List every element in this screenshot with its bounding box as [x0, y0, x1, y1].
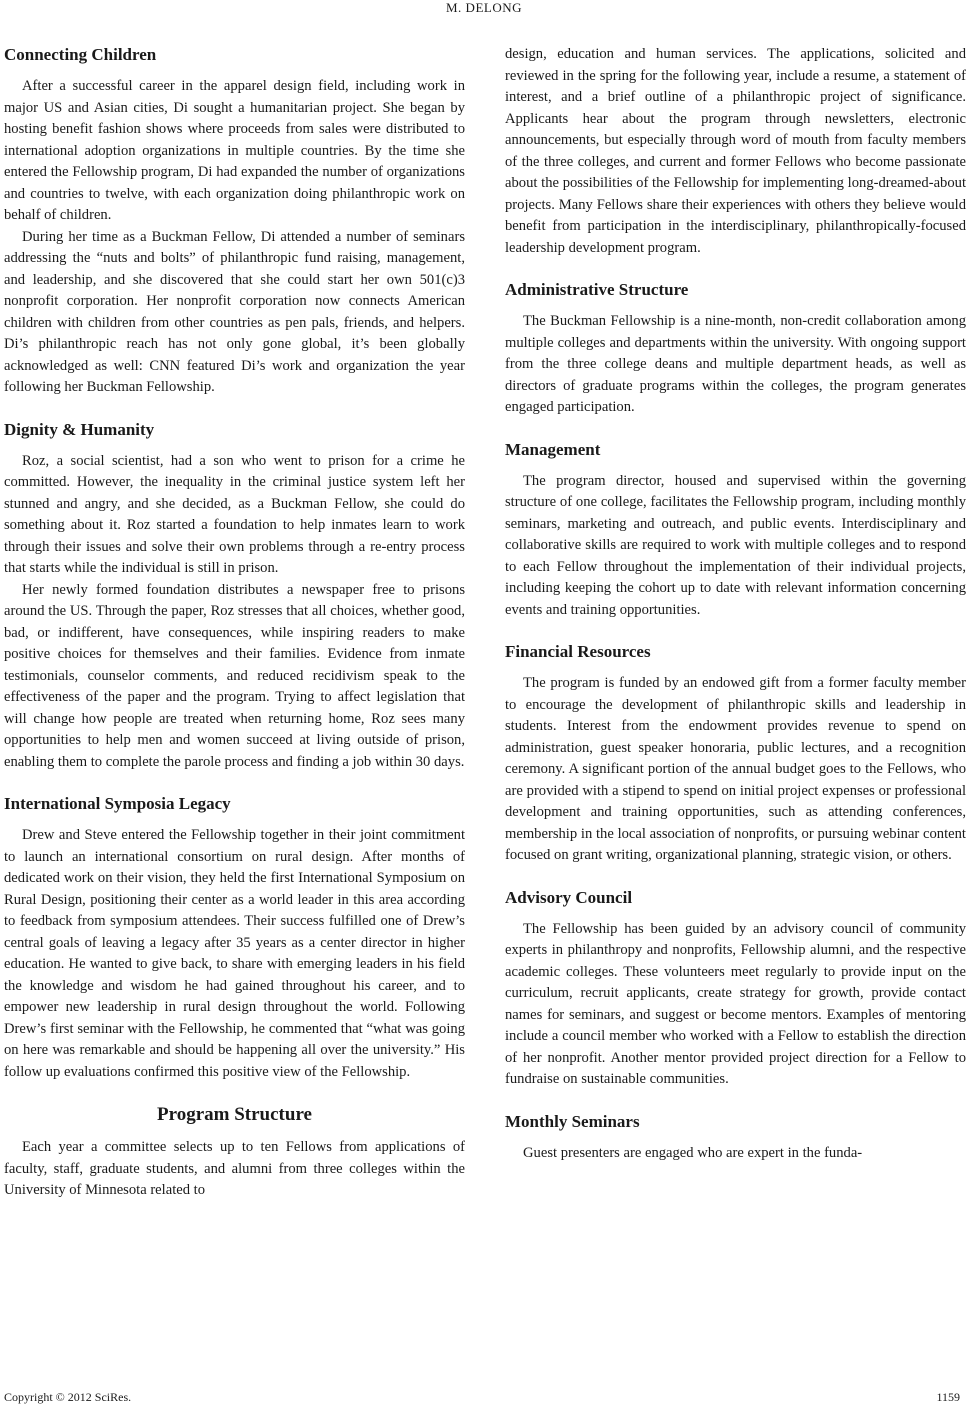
- body-paragraph: The program is funded by an endowed gift from a former faculty member to encourage the development of philanthropic skills and leadership in students. Interest from the endowment provides revenue to spend on administration, guest speaker honoraria, public lectures, and a recognition ceremony. A significant portion of the annual budget goes to the Fellows, who are provided with a stipend to spend on initial project expenses or professional development and training opportunities, such as attending conferences, membership in the local association of nonprofits, or pursuing webinar content focused on grant writing, organizational planning, strategic vision, or others.: [505, 675, 966, 863]
- body-paragraph: Her newly formed foundation distributes a newspaper free to prisons around the US. Through the paper, Roz stresses that all choices, whether good, bad, or indifferent, have consequences, while inspiring readers to make positive choices for themselves and their families. Evidence from inmate testimonials, counselor comments, and reduced recidivism speak to the effectiveness of the paper and the program. Trying to affect legislation that will change how people are treated when returning home, Roz sees many opportunities to help men and women succeed at living outside of prison, enabling them to complete the parole process and finding a job within 30 days.: [4, 581, 465, 770]
- section-heading-management: Management: [505, 439, 601, 459]
- section-heading-financial-resources: Financial Resources: [505, 642, 651, 661]
- body-paragraph-continued: design, education and human services. The applications, solicited and reviewed in the spring for the following year, include a resume, a statement of interest, and a brief outline of a philanthropic project of significance. Applicants hear about the program through newsletters, electronic announcements, but especially through word of mouth from faculty members of the three colleges, and current and former Fellows who become passionate about the possibilities of the Fellowship for implementing long-dreamed-about projects. Many Fellows share their experiences with others they believe would benefit from participation in the interdisciplinary, philanthropically-focused leadership development program.: [505, 46, 966, 256]
- section-heading-dignity-humanity: Dignity & Humanity: [4, 419, 155, 439]
- section-heading-advisory-council: Advisory Council: [505, 887, 633, 907]
- body-paragraph: The Buckman Fellowship is a nine-month, non-credit collaboration among multiple colleges and departments within the university. With ongoing support from the three college deans and multiple department heads, as well as directors of graduate programs within the colleges, the program generates engaged participation.: [505, 313, 966, 415]
- body-paragraph: Drew and Steve entered the Fellowship together in their joint commitment to launch an international consortium on rural design. After months of dedicated work on their vision, they held the first International Symposium on Rural Design, positioning their center as a world leader in this area according to feedback from symposium attendees. Their success fulfilled one of Drew’s central goals of leaving a legacy after 35 years as a center director in higher education. He wanted to give back, to share with emerging leaders in his field the knowledge and wisdom he had gained throughout his career, and to empower new leadership in rural design throughout the world. Following Drew’s first seminar with the Fellowship, he commented that “what was going on here was remarkable and should be happening all over the university.” His follow up evaluations confirmed this positive view of the Fellowship.: [4, 827, 465, 1080]
- page-footer: [4, 1390, 964, 1404]
- copyright-notice: Copyright © 2012 SciRes.: [4, 1390, 132, 1404]
- section-heading-international-symposia-legacy: International Symposia Legacy: [4, 794, 231, 813]
- running-head: M. DELONG: [446, 0, 522, 15]
- body-paragraph: After a successful career in the apparel design field, including work in major US and Asian cities, Di sought a humanitarian project. She began by hosting benefit fashion shows where proceeds from sales were distributed to international adoption organizations in multiple countries. By the time she entered the Fellowship program, Di had expanded the number of organizations and countries to twelve, with each organization doing philanthropic work on behalf of children.: [4, 78, 465, 223]
- left-column: [4, 44, 465, 1202]
- body-paragraph: The Fellowship has been guided by an advisory council of community experts in philanthropy and nonprofits, Fellowship alumni, and the respective academic colleges. These volunteers meet regularly to provide input on the curriculum, recruit applicants, create strategy for growth, provide contact names for seminars, and suggest or become mentors. Examples of mentoring include a council member who worked with a Fellow to establish the direction of her nonprofit. Another mentor provided project direction for a Fellow to fundraise on sustainable communities.: [505, 920, 966, 1087]
- section-heading-administrative-structure: Administrative Structure: [505, 280, 689, 299]
- section-heading-monthly-seminars: Monthly Seminars: [505, 1111, 640, 1131]
- section-heading-connecting-children: Connecting Children: [4, 45, 157, 64]
- body-paragraph: Roz, a social scientist, had a son who went to prison for a crime he committed. However, the inequality in the criminal justice system left her stunned and angry, and she decided, as a Buckman Fellow, she could do something about it. Roz started a foundation to help inmates learn to work through their issues and solve their own problems through a re-entry process that starts while the individual is still in prison.: [4, 452, 465, 576]
- body-paragraph: Guest presenters are engaged who are expert in the funda-: [523, 1144, 863, 1161]
- body-paragraph: Each year a committee selects up to ten Fellows from applications of faculty, staff, graduate students, and alumni from three colleges within the University of Minnesota related to: [4, 1139, 465, 1198]
- body-paragraph: During her time as a Buckman Fellow, Di attended a number of seminars addressing the “nuts and bolts” of philanthropic fund raising, management, and leadership, and she discovered that she could start her own 501(c)3 nonprofit corporation. Her nonprofit corporation now connects American children with children from other countries as pen pals, friends, and helpers. Di’s philanthropic reach has not only gone global, it’s been globally acknowledged as well: CNN featured Di’s work and organization the year following her Buckman Fellowship.: [4, 228, 465, 395]
- right-column: [505, 44, 966, 1164]
- body-paragraph: The program director, housed and supervised within the governing structure of one college, facilitates the Fellowship program, including monthly seminars, marketing and outreach, and public events. Interdisciplinary and collaborative skills are required to work with multiple colleges and to respond to each Fellow throughout the implementation of their individual projects, including keeping the cohort up to date with relevant information concerning events and training opportunities.: [505, 472, 966, 618]
- section-heading-program-structure: Program Structure: [157, 1104, 312, 1125]
- page-number: 1159: [936, 1390, 960, 1404]
